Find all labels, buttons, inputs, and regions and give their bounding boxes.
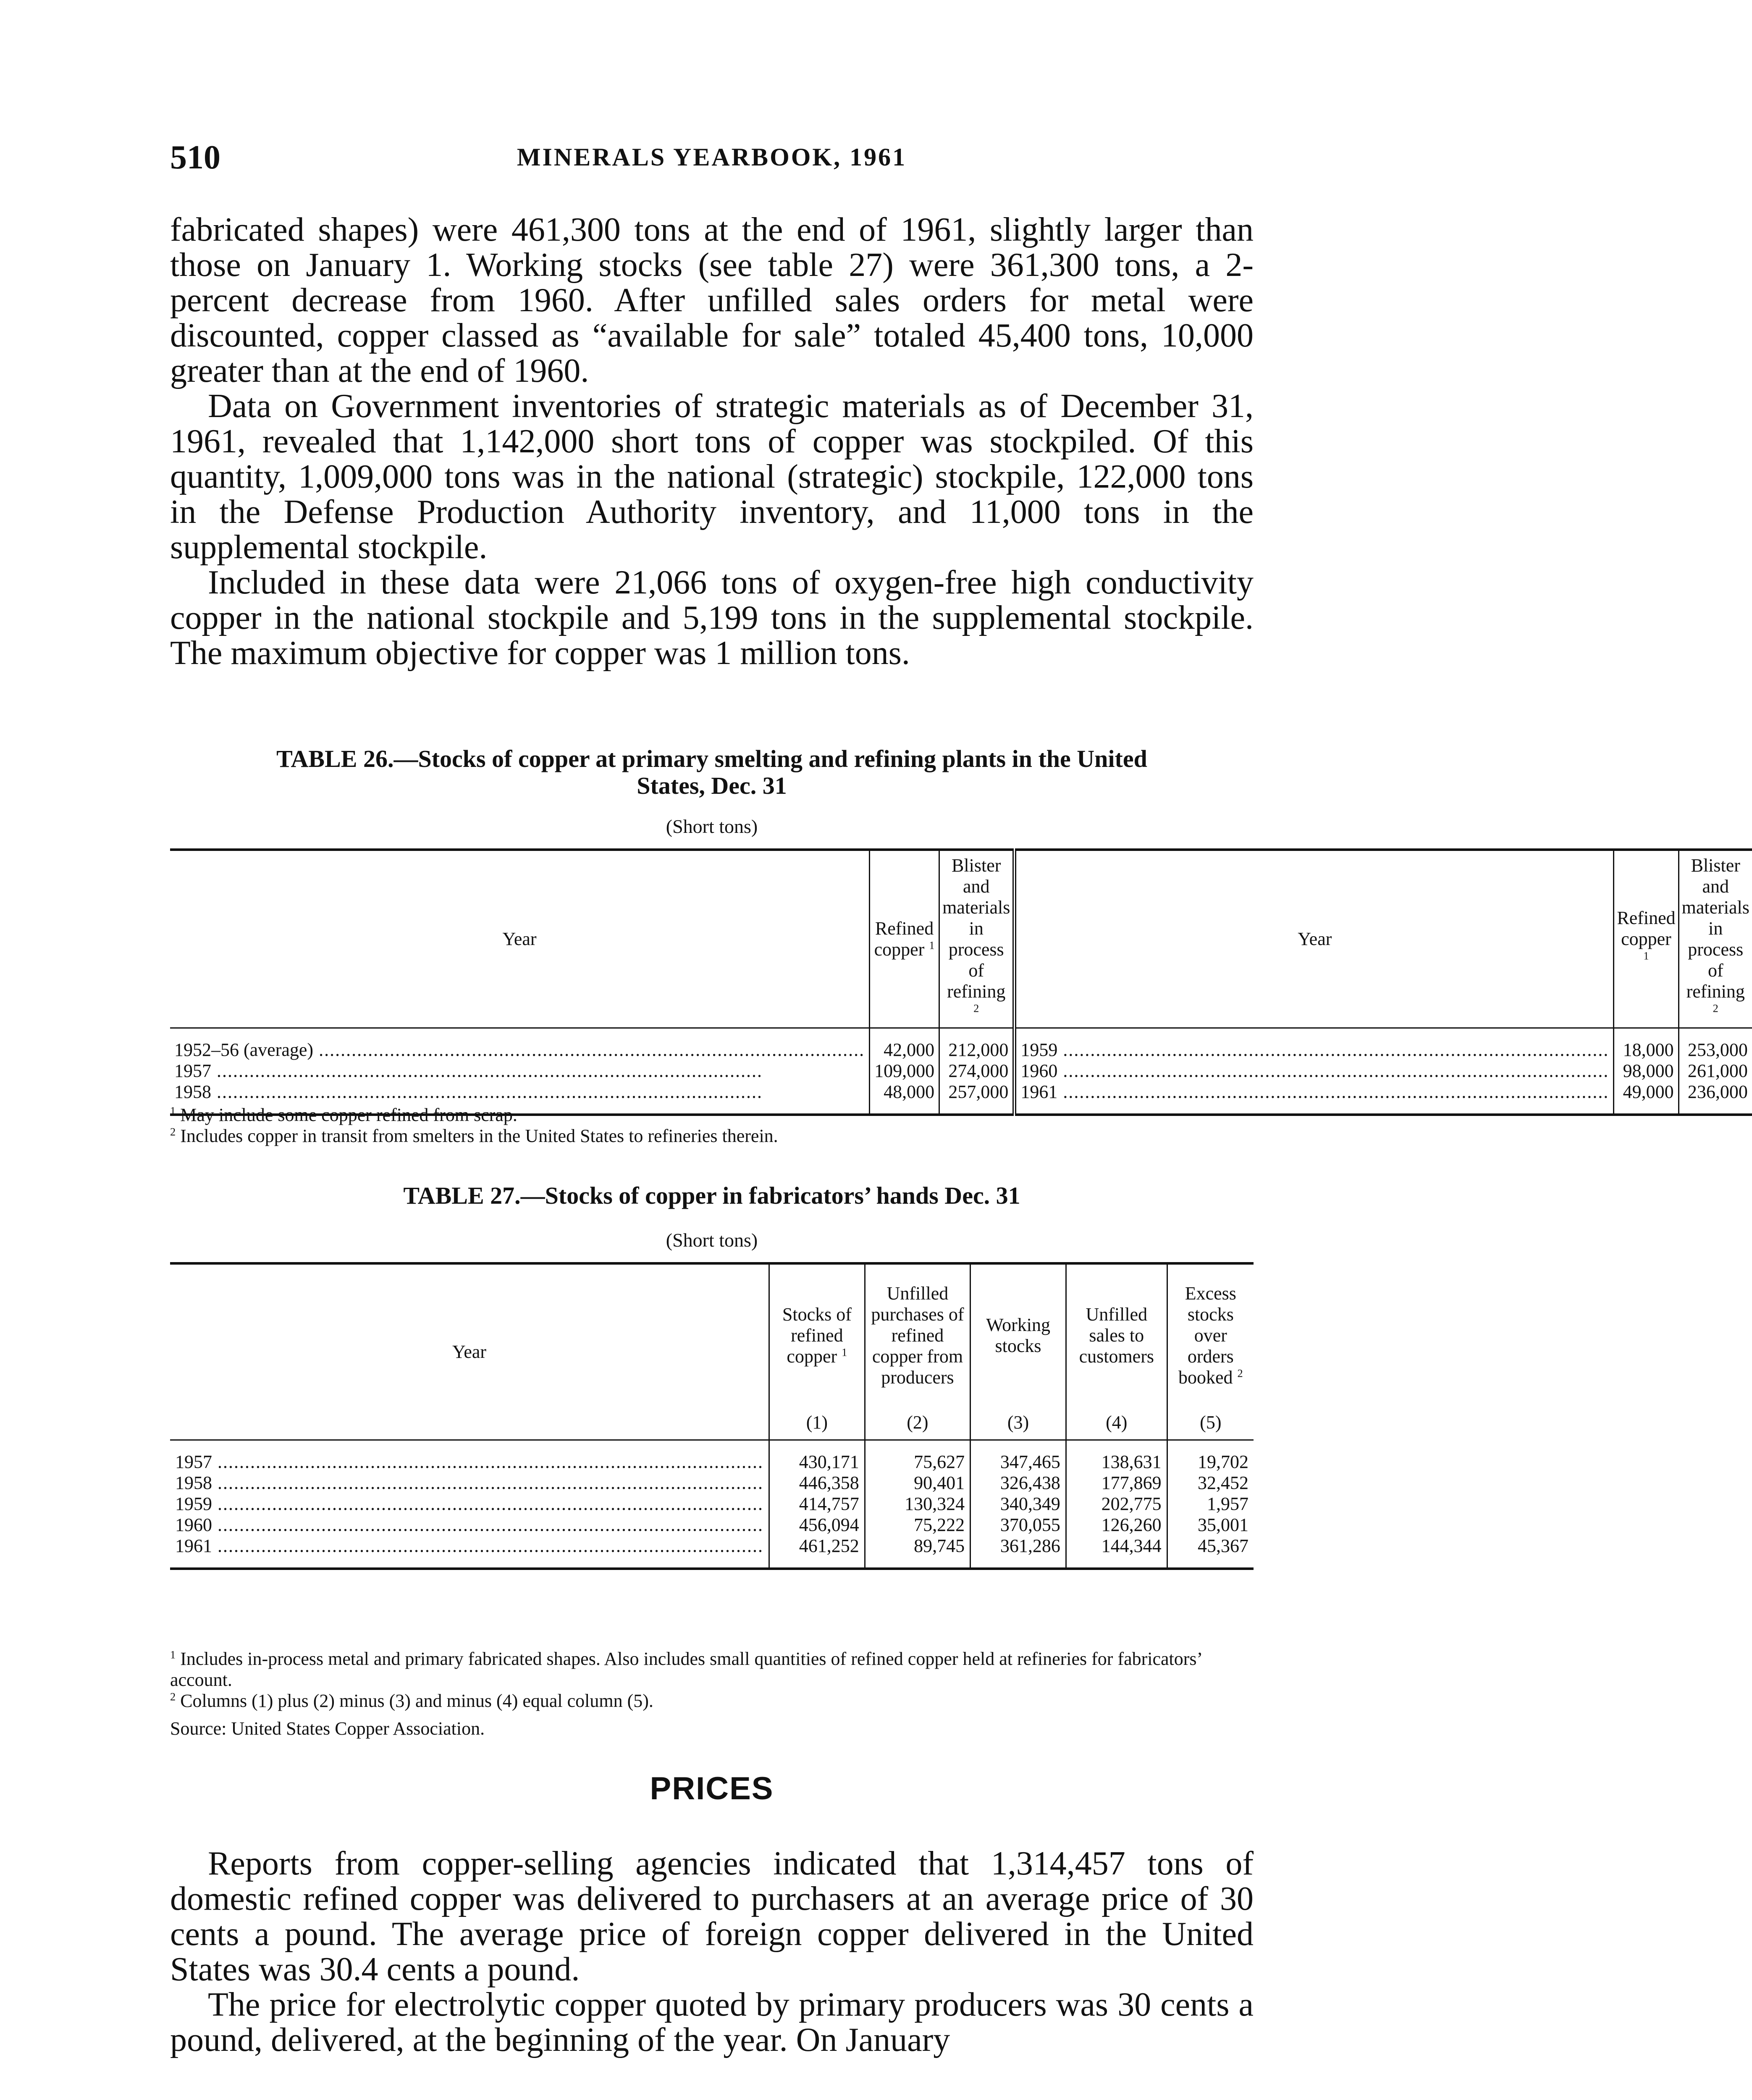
footnote: $^1$ May include some copper refined from scrap.: [170, 1104, 517, 1125]
col-header-excess-stocks: Excess stocks over orders booked $^2$: [1167, 1263, 1254, 1406]
value-cell: 75,222: [865, 1515, 970, 1536]
paragraph: Included in these data were 21,066 tons of oxygen-free high conductivity copper in the national stockpile and 5,199 tons in the supplemental stockpile. The maximum objective for copper was 1 million tons.: [170, 564, 1254, 672]
value-cell: 456,094: [769, 1515, 865, 1536]
table26-footnotes: [170, 1105, 1254, 1147]
value-cell: 45,367: [1167, 1536, 1254, 1557]
table27-footnotes: [170, 1648, 1254, 1739]
paragraph: fabricated shapes) were 461,300 tons at the end of 1961, slightly larger than those on January 1. Working stocks (see table 27) were 361,300 tons, a 2-percent decrease from 1960. After unfilled sales orders for metal were discounted, copper classed as “available for sale” totaled 45,400 tons, 10,000 greater than at the end of 1960.: [170, 211, 1254, 389]
value-cell: 35,001: [1167, 1515, 1254, 1536]
blister-cell: 274,000: [939, 1060, 1015, 1082]
col-header-year: Year: [502, 929, 537, 949]
table-row: [170, 1494, 1254, 1515]
refined-cell: 109,000: [870, 1060, 939, 1082]
value-cell: 326,438: [970, 1473, 1066, 1494]
table-row: [170, 1040, 1752, 1060]
blister-cell: 257,000: [939, 1082, 1015, 1102]
value-cell: 446,358: [769, 1473, 865, 1494]
table-row: [170, 1536, 1254, 1557]
section-heading-prices: PRICES: [650, 1771, 774, 1806]
blister-cell: 236,000: [1679, 1082, 1752, 1102]
value-cell: 430,171: [769, 1452, 865, 1473]
value-cell: 126,260: [1066, 1515, 1167, 1536]
blister-cell: 212,000: [939, 1040, 1015, 1060]
table-row: [170, 1060, 1752, 1082]
table-row: [170, 1473, 1254, 1494]
value-cell: 89,745: [865, 1536, 970, 1557]
table26-header-row: [170, 850, 1752, 1028]
value-cell: 138,631: [1066, 1452, 1167, 1473]
col-header-year: Year: [1015, 850, 1614, 1028]
value-cell: 202,775: [1066, 1494, 1167, 1515]
year-cell: 1961 .....: [170, 1536, 769, 1557]
year-cell: 1960 .....: [1015, 1060, 1614, 1082]
col-number: (5): [1167, 1406, 1254, 1440]
page-header: [170, 139, 1254, 181]
table27: [170, 1262, 1254, 1570]
footnote: $^1$ Includes in-process metal and primary fabricated shapes. Also includes small quantities of refined copper held at refineries for fabricators’ account.: [170, 1648, 1201, 1690]
year-cell: 1959 .....: [1015, 1040, 1614, 1060]
table-row: [170, 1082, 1752, 1102]
blister-cell: 261,000: [1679, 1060, 1752, 1082]
value-cell: 90,401: [865, 1473, 970, 1494]
col-number: (3): [970, 1406, 1066, 1440]
page-number: 510: [170, 139, 220, 176]
value-cell: 347,465: [970, 1452, 1066, 1473]
footnote: $^2$ Columns (1) plus (2) minus (3) and minus (4) equal column (5).: [170, 1690, 653, 1711]
value-cell: 32,452: [1167, 1473, 1254, 1494]
refined-cell: 18,000: [1614, 1040, 1679, 1060]
table27-unit: (Short tons): [666, 1229, 758, 1251]
col-header-blister: Blister and materials in process of refining $^2$: [1679, 850, 1752, 1028]
refined-cell: 49,000: [1614, 1082, 1679, 1102]
prices-text: [170, 1846, 1254, 2058]
value-cell: 177,869: [1066, 1473, 1167, 1494]
year-cell: 1958 .....: [170, 1473, 769, 1494]
year-cell: 1959 .....: [170, 1494, 769, 1515]
table26-unit: (Short tons): [666, 816, 758, 837]
value-cell: 144,344: [1066, 1536, 1167, 1557]
col-header-unfilled-sales: Unfilled sales to customers: [1066, 1263, 1167, 1406]
year-cell: 1961 .....: [1015, 1082, 1614, 1102]
col-header-unfilled-purchases: Unfilled purchases of refined copper from producers: [865, 1263, 970, 1406]
col-header-stocks-refined: Stocks of refined copper $^1$: [769, 1263, 865, 1406]
table-row: [170, 1452, 1254, 1473]
refined-cell: 98,000: [1614, 1060, 1679, 1082]
value-cell: 340,349: [970, 1494, 1066, 1515]
col-header-refined: Refined copper $^1$: [870, 850, 939, 1028]
table27-source: Source: United States Copper Association.: [170, 1718, 485, 1739]
table26: [170, 848, 1752, 1116]
col-header-year: Year: [452, 1341, 487, 1362]
paragraph: Data on Government inventories of strategic materials as of December 31, 1961, revealed that 1,142,000 short tons of copper was stockpiled. Of this quantity, 1,009,000 tons was in the national (strategic) stockpile, 122,000 tons in the Defense Production Authority inventory, and 11,000 tons in the supplemental stockpile.: [170, 388, 1254, 566]
value-cell: 414,757: [769, 1494, 865, 1515]
table27-header-row: [170, 1263, 1254, 1406]
col-number: (4): [1066, 1406, 1167, 1440]
blister-cell: 253,000: [1679, 1040, 1752, 1060]
table-row: [170, 1515, 1254, 1536]
year-cell: 1957 .....: [170, 1452, 769, 1473]
table26-caption-line2: States, Dec. 31: [637, 772, 787, 799]
col-header-blister: Blister and materials in process of refining $^2$: [939, 850, 1015, 1028]
table26-caption-line1: TABLE 26.—Stocks of copper at primary smelting and refining plants in the United: [276, 745, 1147, 772]
refined-cell: 42,000: [870, 1040, 939, 1060]
running-title: MINERALS YEARBOOK, 1961: [517, 143, 907, 171]
col-header-refined: Refined copper $^1$: [1614, 850, 1679, 1028]
table27-caption: TABLE 27.—Stocks of copper in fabricators’ hands Dec. 31: [403, 1182, 1020, 1209]
year-cell: 1952–56 (average) .....: [170, 1040, 870, 1060]
year-cell: 1957 .....: [170, 1060, 870, 1082]
table26-caption: [170, 746, 1254, 799]
year-cell: 1960 .....: [170, 1515, 769, 1536]
refined-cell: 48,000: [870, 1082, 939, 1102]
value-cell: 75,627: [865, 1452, 970, 1473]
year-cell: 1958 .....: [170, 1082, 870, 1102]
col-number: (2): [865, 1406, 970, 1440]
value-cell: 130,324: [865, 1494, 970, 1515]
footnote: $^2$ Includes copper in transit from smelters in the United States to refineries therein.: [170, 1125, 778, 1146]
value-cell: 370,055: [970, 1515, 1066, 1536]
paragraph: The price for electrolytic copper quoted by primary producers was 30 cents a pound, delivered, at the beginning of the year. On January: [170, 1986, 1254, 2058]
value-cell: 461,252: [769, 1536, 865, 1557]
value-cell: 19,702: [1167, 1452, 1254, 1473]
paragraph: Reports from copper-selling agencies indicated that 1,314,457 tons of domestic refined copper was delivered to purchasers at an average price of 30 cents a pound. The average price of foreign copper delivered in the United States was 30.4 cents a pound.: [170, 1845, 1254, 1988]
value-cell: 1,957: [1167, 1494, 1254, 1515]
col-number: (1): [769, 1406, 865, 1440]
col-header-working-stocks: Working stocks: [970, 1263, 1066, 1406]
intro-text: [170, 212, 1254, 671]
value-cell: 361,286: [970, 1536, 1066, 1557]
